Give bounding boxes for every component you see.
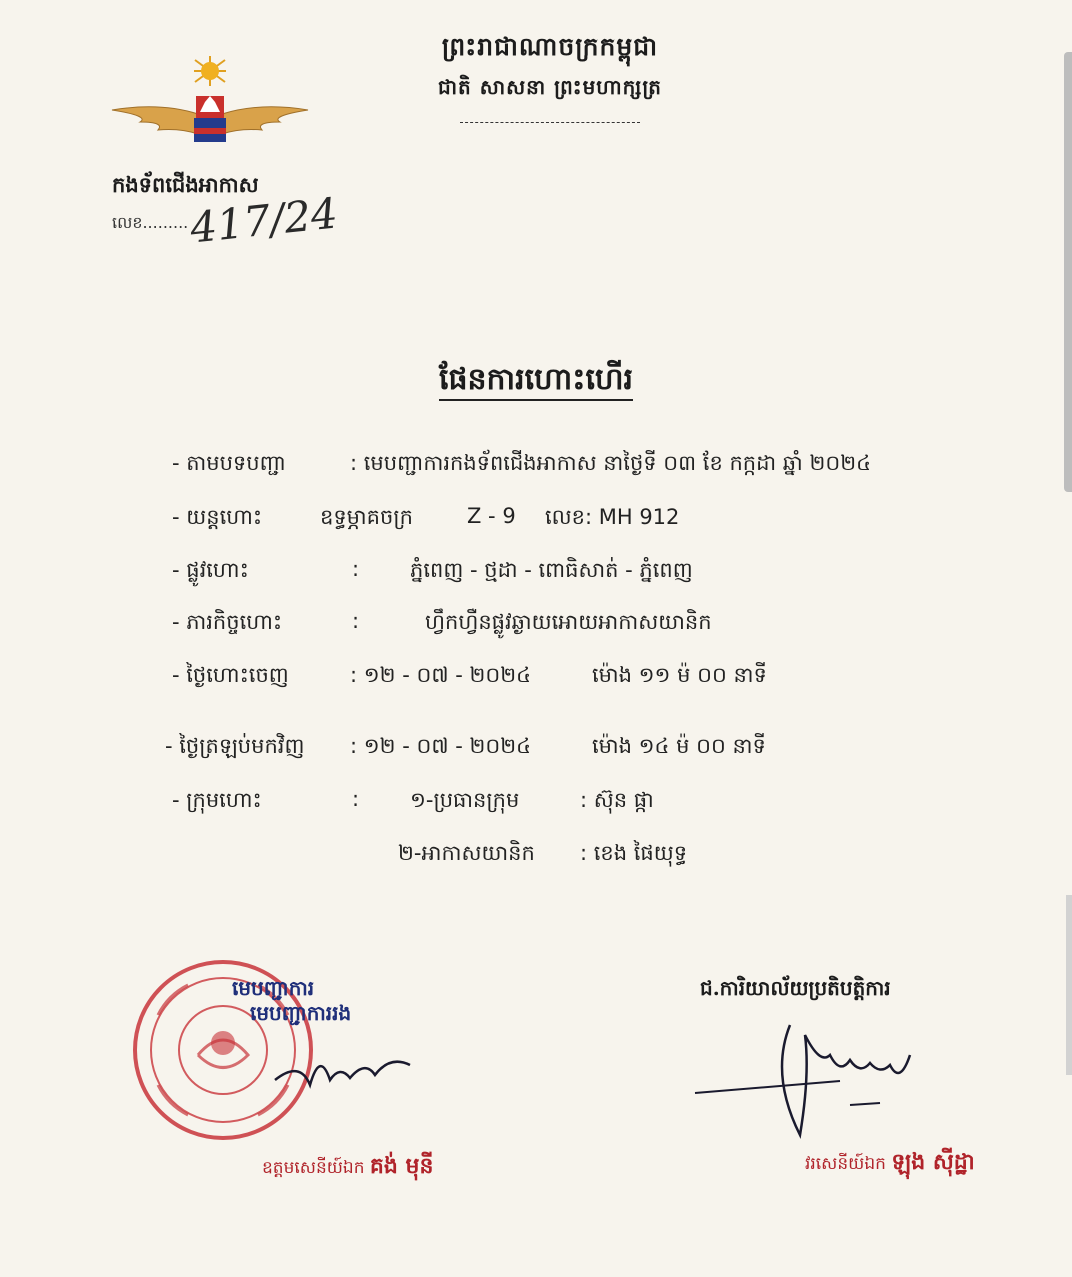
right-signer-rank: វរសេនីយ៍ឯក (805, 1154, 892, 1174)
row-aircraft-type: ឧទ្ធម្ភាគចក្រ (320, 505, 413, 529)
row-route-label: - ផ្លូវហោះ (172, 558, 249, 582)
row-order-label: - តាមបទបញ្ជា (172, 451, 286, 475)
letterhead (380, 32, 720, 123)
left-signer-fullname: គង់ មុនី (369, 1154, 434, 1179)
left-signer-name (262, 1152, 433, 1184)
right-signer-name (805, 1148, 975, 1180)
row-departure-label: - ថ្ងៃហោះចេញ (172, 663, 289, 687)
row-return-date: : ១២ - ០៧ - ២០២៤ (350, 734, 532, 758)
left-signer-title: មេបញ្ជាការ (232, 976, 315, 1000)
row-crew-role-2: ២-អាកាសយានិក (398, 841, 535, 865)
row-mission-colon: : (352, 609, 360, 633)
row-mission-value: ហ្វឹកហ្វឺនផ្លូវឆ្ងាយអោយអាកាសយានិក (425, 610, 712, 634)
left-handwritten-signature-icon (270, 1040, 420, 1100)
row-departure-time: ម៉ោង ១១ ម៉ ០០ នាទី (592, 663, 767, 687)
air-force-emblem-icon (110, 52, 310, 172)
row-crew-name-2: : ខេង ផៃយុទ្ធ (580, 841, 688, 865)
reference-label: លេខ......... (112, 213, 189, 232)
scrollbar[interactable] (1064, 52, 1072, 492)
row-aircraft-number: លេខ: MH 912 (545, 505, 680, 529)
row-order-value: : មេបញ្ជាការកងទ័ពជើងអាកាស នាថ្ងៃទី ០៣ ខែ កក្កដា ឆ្នាំ ២០២៤ (350, 451, 871, 475)
issuing-unit: កងទ័ពជើងអាកាស (112, 172, 259, 197)
left-signer-rank: ឧត្តមសេនីយ៍ឯក (262, 1158, 370, 1178)
right-signer-fullname: ឡុង ស៊ីដ្ឋា (891, 1150, 975, 1175)
row-crew-name-1: : ស៊ុន ផ្កា (580, 788, 654, 812)
row-return-label: - ថ្ងៃត្រឡប់មកវិញ (165, 734, 305, 758)
reference-number: 417/24 (187, 188, 340, 253)
right-signer-title: ជ.ការិយាល័យប្រតិបត្តិការ (700, 976, 891, 1000)
row-route-colon: : (352, 557, 360, 581)
scroll-edge-mark (1066, 895, 1072, 1075)
left-signer-subtitle: មេបញ្ជាការរង (250, 1001, 352, 1025)
national-motto: ជាតិ សាសនា ព្រះមហាក្សត្រ (438, 75, 662, 99)
row-crew-colon: : (352, 787, 360, 811)
document-title (0, 360, 1072, 404)
row-crew-role-1: ១-ប្រធានក្រុម (410, 788, 520, 812)
row-departure-date: : ១២ - ០៧ - ២០២៤ (350, 663, 532, 687)
document-title-text: ផែនការហោះហើរ (439, 362, 633, 401)
right-handwritten-signature-icon (690, 1015, 940, 1145)
row-route-value: ភ្នំពេញ - ថ្មដា - ពោធិសាត់ - ភ្នំពេញ (410, 558, 693, 582)
row-crew-label: - ក្រុមហោះ (172, 788, 262, 812)
row-aircraft-model: Z - 9 (467, 504, 516, 528)
header-divider (460, 122, 640, 123)
row-aircraft-label: - យន្តហោះ (172, 505, 263, 529)
row-mission-label: - ភារកិច្ចហោះ (172, 610, 283, 634)
kingdom-title: ព្រះរាជាណាចក្រកម្ពុជា (441, 32, 659, 61)
row-return-time: ម៉ោង ១៤ ម៉ ០០ នាទី (592, 734, 766, 758)
